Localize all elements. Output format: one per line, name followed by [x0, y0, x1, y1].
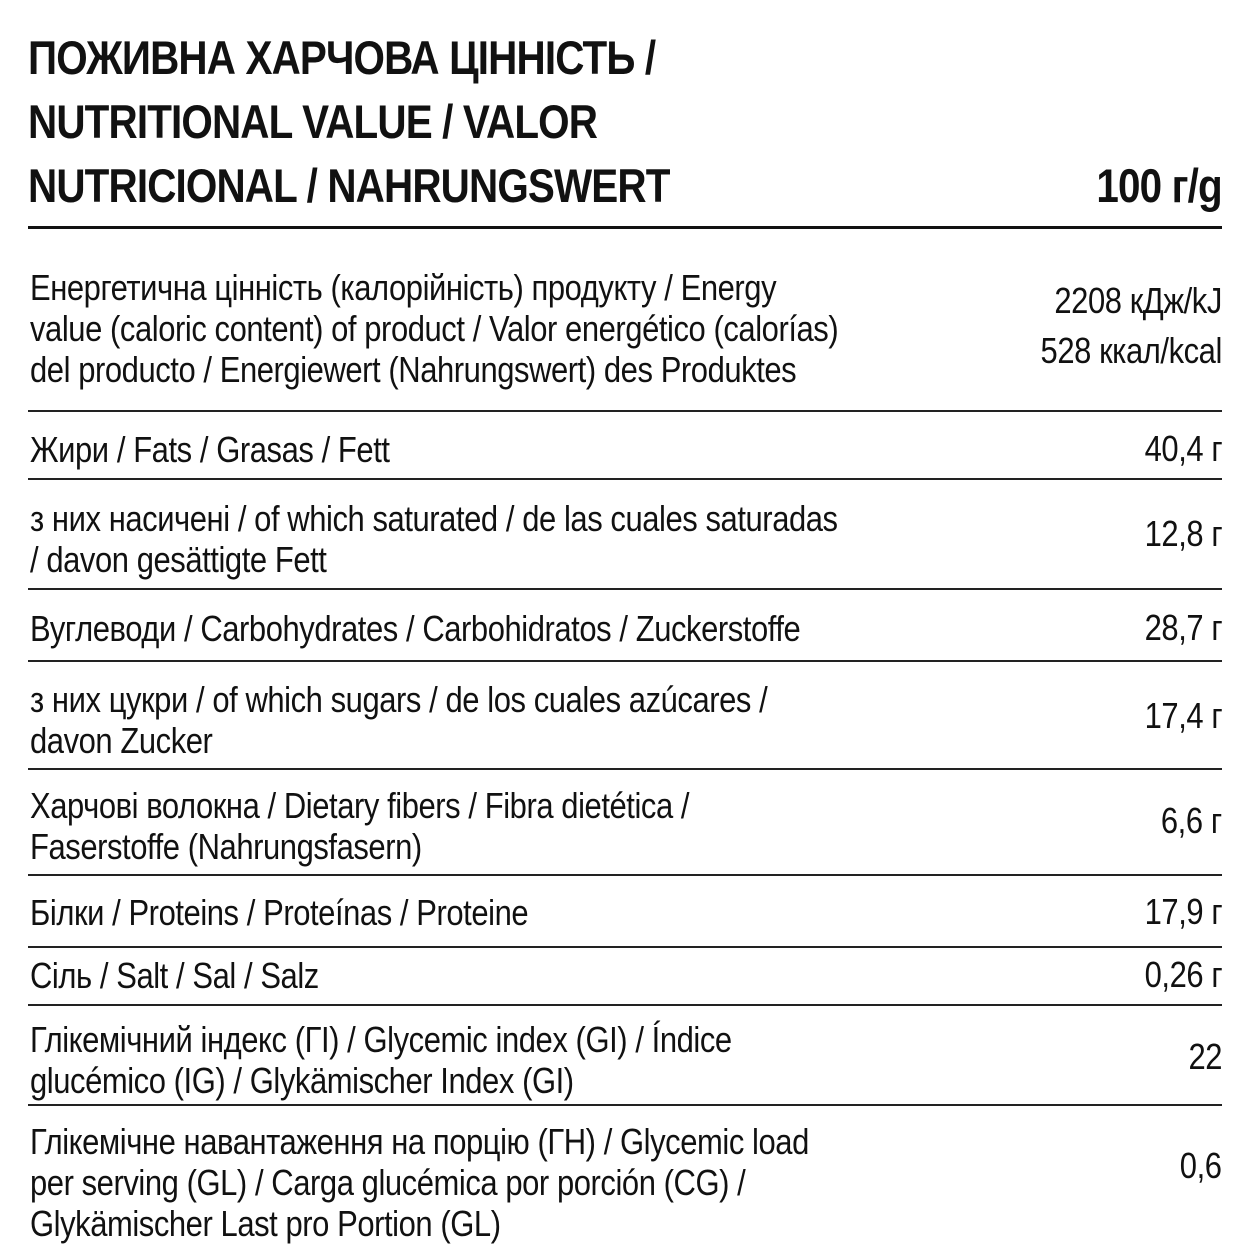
table-header — [28, 26, 1222, 226]
row-label: Жири / Fats / Grasas / Fett — [30, 429, 390, 470]
row-label: Глікемічне навантаження на порцію (ГН) / Glycemic load per serving (GL) / Carga glucémica por porción (CG) / Glykämischer Last pro Portion (GL) — [30, 1121, 809, 1244]
table-row-sugars — [28, 660, 1222, 768]
row-label: Сіль / Salt / Sal / Salz — [30, 955, 319, 996]
row-value: 40,4 г — [1144, 428, 1222, 469]
row-value: 12,8 г — [1144, 513, 1222, 554]
table-row-fats — [28, 410, 1222, 478]
row-value: 0,26 г — [1144, 954, 1222, 995]
row-value: 17,4 г — [1144, 695, 1222, 736]
table-row-carbohydrates — [28, 588, 1222, 660]
row-label: Білки / Proteins / Proteínas / Proteine — [30, 892, 529, 933]
row-value: 6,6 г — [1161, 800, 1222, 841]
nutrition-table — [28, 0, 1222, 1254]
row-value: 22 — [1188, 1036, 1222, 1077]
row-label: з них насичені / of which saturated / de las cuales saturadas / davon gesättigte Fett — [30, 498, 838, 580]
row-label: Вуглеводи / Carbohydrates / Carbohidratos / Zuckerstoffe — [30, 608, 801, 649]
row-value: 0,6 — [1180, 1145, 1222, 1186]
table-row-energy — [28, 226, 1222, 410]
row-label: Харчові волокна / Dietary fibers / Fibra dietética / Faserstoffe (Nahrungsfasern) — [30, 785, 690, 867]
row-label: з них цукри / of which sugars / de los cuales azúcares / davon Zucker — [30, 679, 768, 761]
table-row-glycemic-index — [28, 1004, 1222, 1104]
table-row-saturated — [28, 478, 1222, 588]
table-row-fibers — [28, 768, 1222, 874]
table-row-proteins — [28, 874, 1222, 946]
row-label: Енергетична цінність (калорійність) продукту / Energy value (caloric content) of product / Valor energético (calorías) del producto / Energiewert (Nahrungswert) des Produktes — [30, 267, 839, 390]
serving-size: 100 г/g — [1096, 159, 1222, 212]
table-title: ПОЖИВНА ХАРЧОВА ЦІННІСТЬ / NUTRITIONAL VALUE / VALOR NUTRICIONAL / NAHRUNGSWERT — [28, 31, 670, 212]
row-value: 17,9 г — [1144, 891, 1222, 932]
table-row-salt — [28, 946, 1222, 1004]
row-label: Глікемічний індекс (ГІ) / Glycemic index (GI) / Índice glucémico (IG) / Glykämischer Index (GI) — [30, 1019, 732, 1101]
table-row-glycemic-load — [28, 1104, 1222, 1254]
row-value: 28,7 г — [1144, 607, 1222, 648]
row-value: 2208 кДж/kJ 528 ккал/kcal — [1040, 280, 1222, 371]
